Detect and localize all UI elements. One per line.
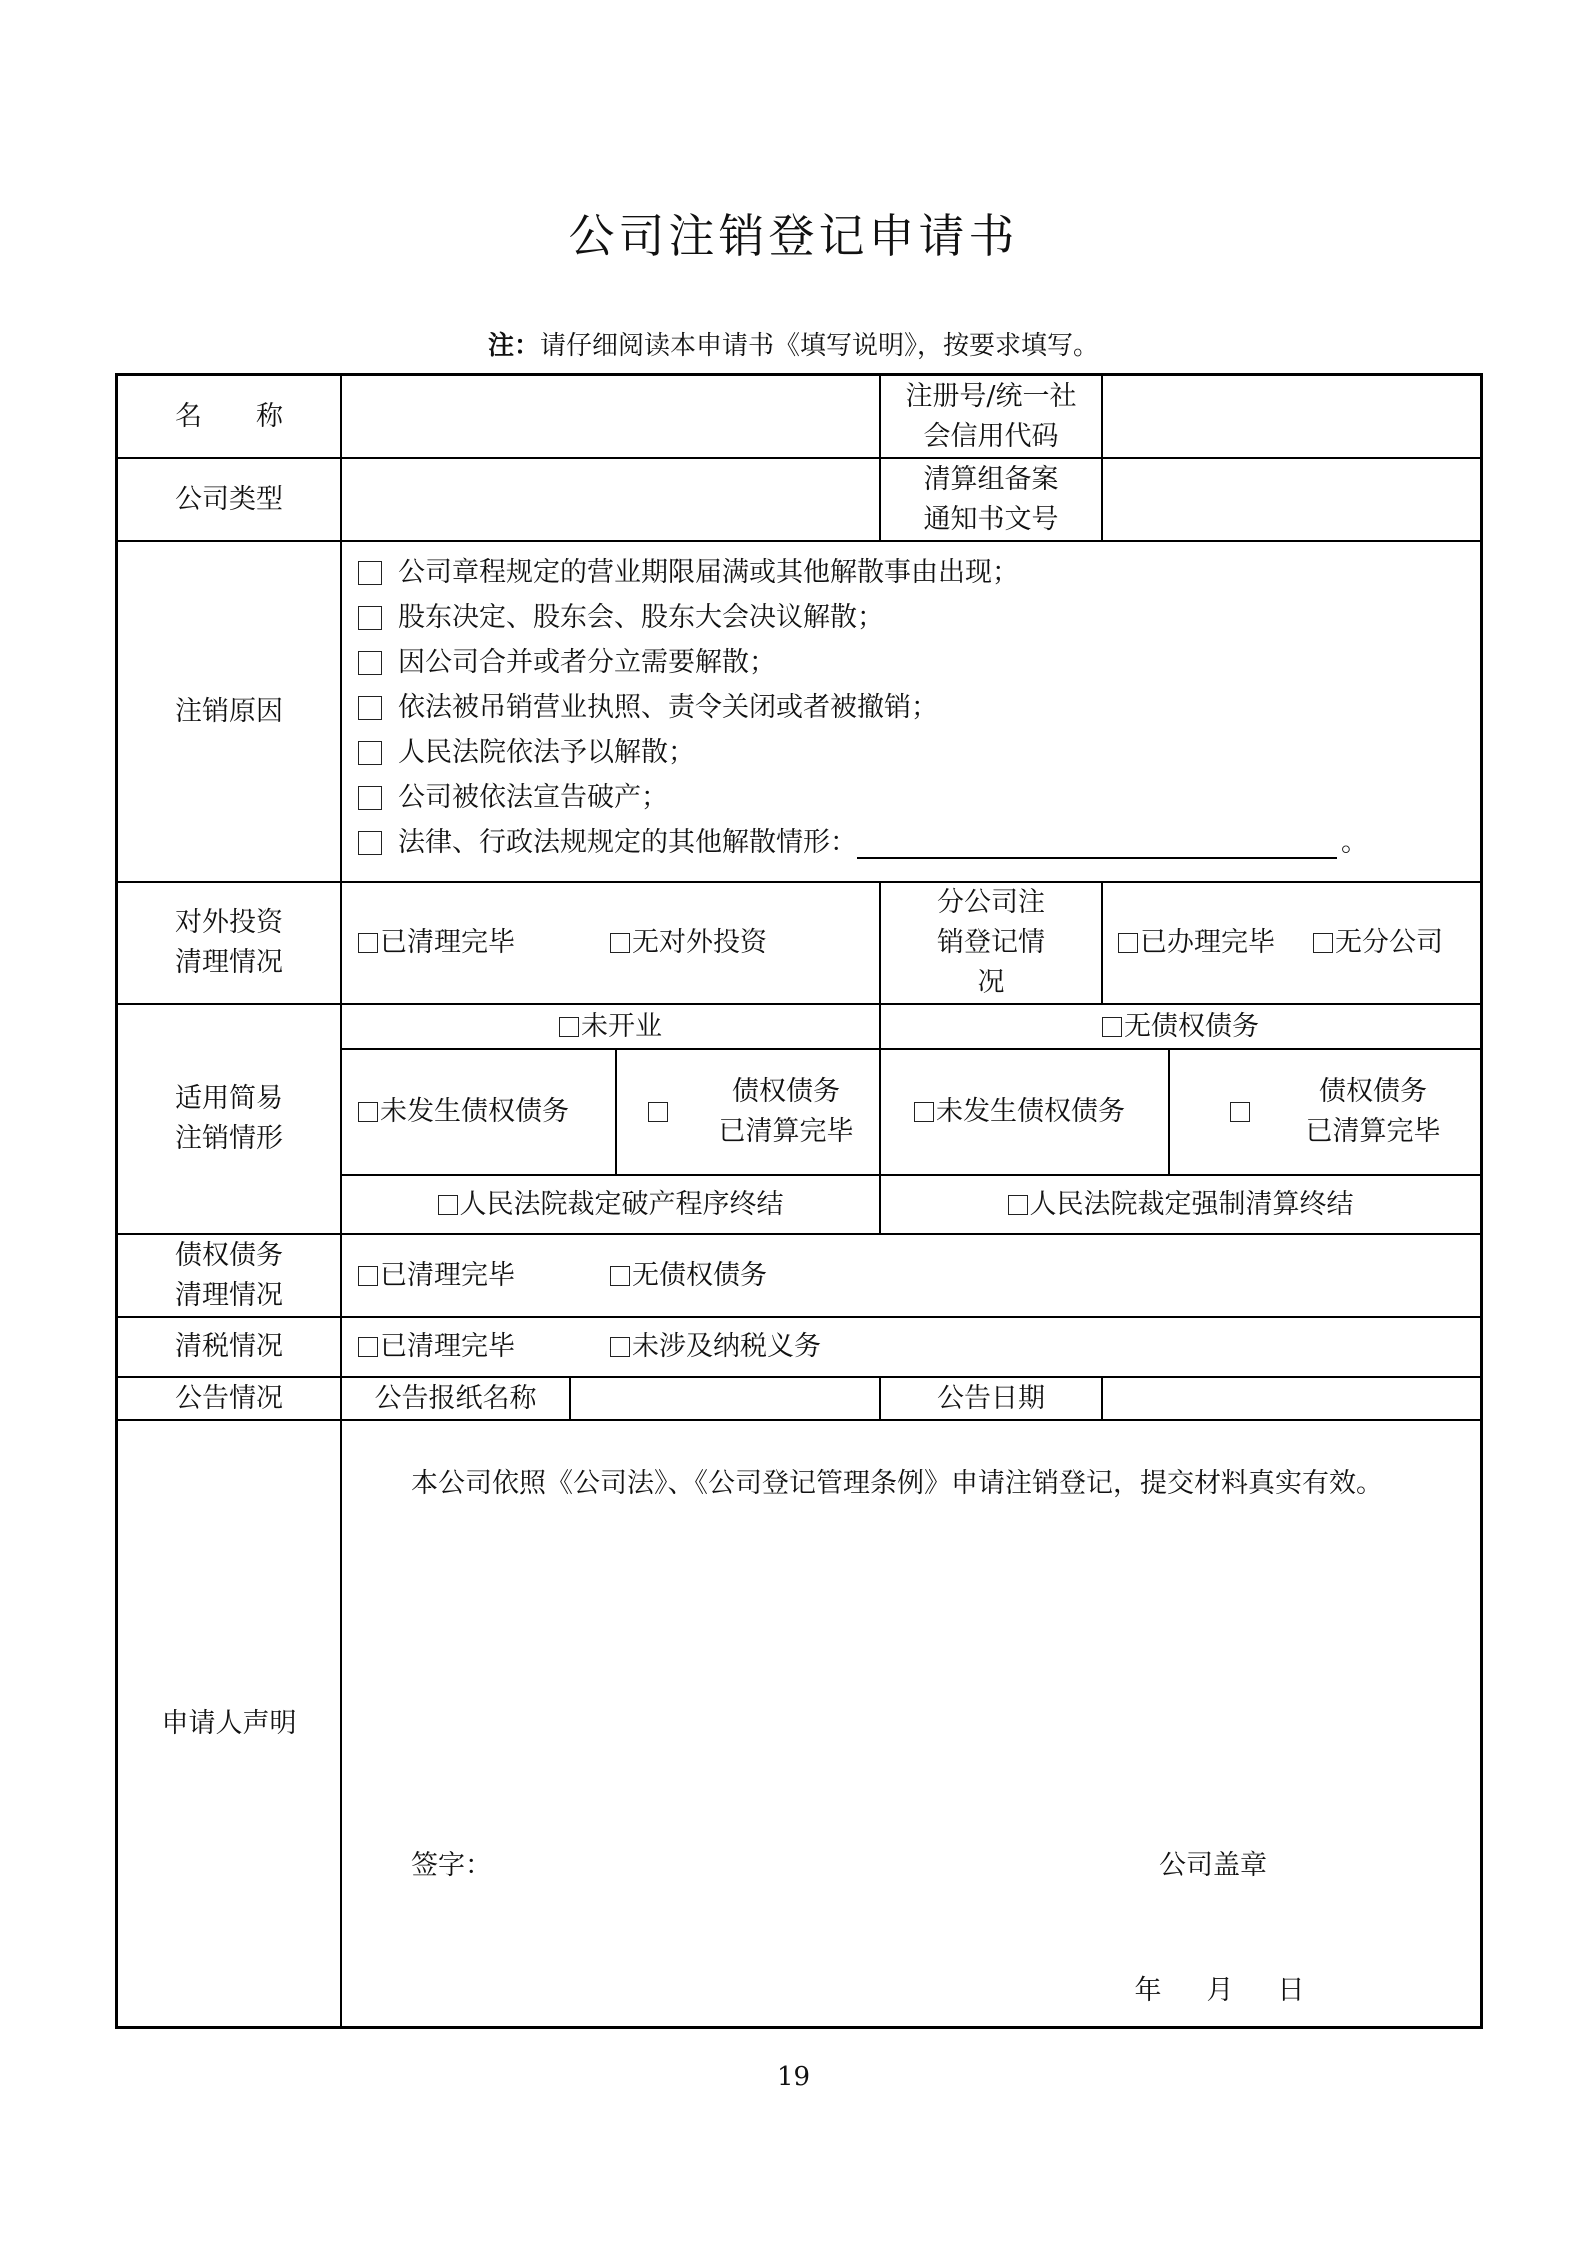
reason-item[interactable]: 因公司合并或者分立需要解散；	[358, 643, 776, 683]
debt-settled-text-a: 债权债务 已清算完毕	[718, 1076, 854, 1147]
checkbox-icon[interactable]	[358, 1337, 378, 1357]
checkbox-icon[interactable]	[610, 933, 630, 953]
liquidation-notice-label: 清算组备案通知书文号	[923, 463, 1059, 535]
branch-done-option[interactable]: 已办理完毕	[1118, 883, 1308, 1003]
checkbox-icon[interactable]	[1118, 933, 1138, 953]
reason-item[interactable]: 股东决定、股东会、股东大会决议解散；	[358, 598, 884, 638]
checkbox-icon[interactable]	[358, 696, 382, 720]
announcement-label: 公告情况	[175, 1382, 283, 1414]
page-title: 公司注销登记申请书	[568, 209, 1019, 263]
date-year-label: 年	[1134, 1975, 1162, 2006]
note-text: 请仔细阅读本申请书《填写说明》，按要求填写。	[540, 331, 1100, 361]
announcement-date-label: 公告日期	[937, 1382, 1045, 1414]
no-debt-occurred-option-a[interactable]: 未发生债权债务	[358, 1050, 615, 1174]
reason-label: 注销原因	[175, 695, 283, 727]
company-type-field[interactable]	[342, 459, 879, 540]
reason-end-mark: 。	[1341, 827, 1368, 858]
checkbox-icon[interactable]	[358, 651, 382, 675]
application-form	[115, 373, 1483, 2029]
debt-settled-checkbox-b[interactable]	[1230, 1050, 1270, 1174]
no-tax-option[interactable]: 未涉及纳税义务	[610, 1318, 930, 1376]
page-number: 19	[776, 2062, 811, 2092]
statement-label: 申请人声明	[161, 1707, 297, 1739]
court-bankruptcy-option[interactable]: 人民法院裁定破产程序终结	[342, 1176, 879, 1233]
checkbox-icon[interactable]	[358, 933, 378, 953]
court-liquidation-option[interactable]: 人民法院裁定强制清算终结	[881, 1176, 1480, 1233]
debt-settled-checkbox-a[interactable]	[648, 1050, 688, 1174]
note-prefix: 注：	[487, 331, 540, 361]
debt-cleared-option[interactable]: 已清理完毕	[358, 1235, 608, 1316]
reason-item[interactable]: 公司章程规定的营业期限届满或其他解散事由出现；	[358, 553, 1019, 593]
debt-settled-text-b: 债权债务 已清算完毕	[1305, 1076, 1441, 1147]
simple-deregistration-label: 适用简易注销情形	[175, 1083, 283, 1154]
checkbox-icon[interactable]	[914, 1102, 934, 1122]
checkbox-icon[interactable]	[358, 1266, 378, 1286]
investment-cleared-option[interactable]: 已清理完毕	[358, 883, 608, 1003]
company-seal-label: 公司盖章	[1159, 1850, 1267, 1881]
reg-no-label: 注册号/统一社会信用代码	[905, 380, 1077, 452]
checkbox-icon[interactable]	[610, 1266, 630, 1286]
checkbox-icon[interactable]	[559, 1017, 579, 1037]
no-debt-clearance-option[interactable]: 无债权债务	[610, 1235, 910, 1316]
not-opened-option[interactable]: 未开业	[342, 1005, 879, 1048]
tax-cleared-option[interactable]: 已清理完毕	[358, 1318, 608, 1376]
no-branch-option[interactable]: 无分公司	[1313, 883, 1480, 1003]
company-type-label: 公司类型	[175, 483, 283, 515]
checkbox-icon[interactable]	[358, 606, 382, 630]
date-day-label: 日	[1277, 1975, 1305, 2006]
checkbox-icon[interactable]	[358, 741, 382, 765]
newspaper-name-label: 公告报纸名称	[374, 1382, 537, 1414]
instruction-note	[0, 325, 1587, 362]
no-debt-occurred-option-b[interactable]: 未发生债权债务	[914, 1050, 1168, 1174]
checkbox-icon[interactable]	[648, 1102, 668, 1122]
investment-label: 对外投资清理情况	[175, 907, 283, 978]
no-investment-option[interactable]: 无对外投资	[610, 883, 870, 1003]
reason-item[interactable]: 公司被依法宣告破产；	[358, 778, 668, 818]
name-label: 名 称	[175, 400, 283, 432]
other-reason-blank[interactable]	[857, 827, 1337, 859]
checkbox-icon[interactable]	[1230, 1102, 1250, 1122]
tax-clearance-label: 清税情况	[175, 1331, 283, 1362]
checkbox-icon[interactable]	[358, 831, 382, 855]
statement-text: 本公司依照《公司法》、《公司登记管理条例》申请注销登记，提交材料真实有效。	[411, 1468, 1383, 1499]
reason-item[interactable]: 依法被吊销营业执照、责令关闭或者被撤销；	[358, 688, 938, 728]
checkbox-icon[interactable]	[438, 1195, 458, 1215]
checkbox-icon[interactable]	[610, 1337, 630, 1357]
no-debt-option[interactable]: 无债权债务	[881, 1005, 1480, 1048]
checkbox-icon[interactable]	[358, 1102, 378, 1122]
signature-label[interactable]: 签字：	[411, 1850, 492, 1881]
newspaper-name-field[interactable]	[571, 1378, 879, 1419]
liquidation-notice-field[interactable]	[1103, 459, 1480, 540]
checkbox-icon[interactable]	[358, 786, 382, 810]
checkbox-icon[interactable]	[1313, 933, 1333, 953]
date-month-label: 月	[1206, 1975, 1234, 2006]
checkbox-icon[interactable]	[1008, 1195, 1028, 1215]
checkbox-icon[interactable]	[358, 561, 382, 585]
reason-item-other[interactable]: 法律、行政法规规定的其他解散情形： 。	[358, 823, 1368, 863]
reason-item[interactable]: 人民法院依法予以解散；	[358, 733, 695, 773]
branch-label: 分公司注销登记情况	[937, 887, 1045, 998]
announcement-date-field[interactable]	[1103, 1378, 1480, 1419]
reg-no-field[interactable]	[1103, 376, 1480, 457]
checkbox-icon[interactable]	[1102, 1017, 1122, 1037]
name-field[interactable]	[342, 376, 879, 457]
debt-clearance-label: 债权债务清理情况	[175, 1239, 283, 1311]
